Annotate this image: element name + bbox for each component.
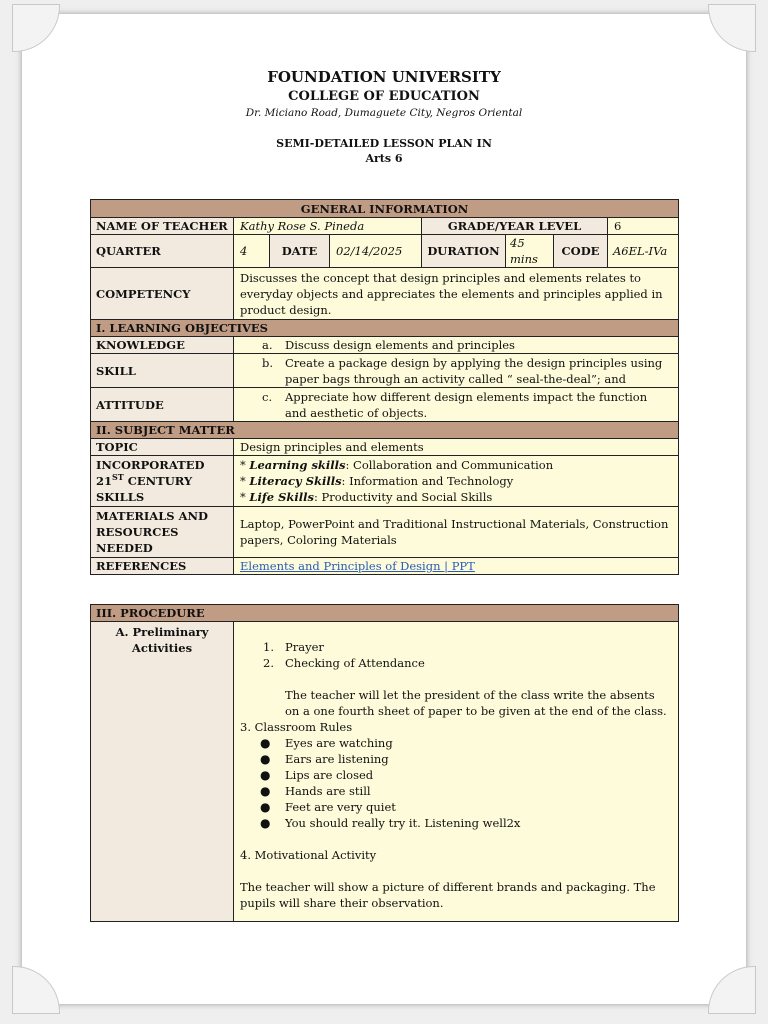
rule-text: Ears are listening [285, 752, 389, 766]
objective-marker: a. [262, 338, 273, 352]
code-value: A6EL-IVa [608, 235, 679, 268]
learning-objectives-header: I. LEARNING OBJECTIVES [91, 320, 679, 337]
materials-label: MATERIALS AND RESOURCES NEEDED [91, 507, 234, 558]
bullet-icon: ● [260, 768, 271, 782]
numbered-item [240, 655, 672, 671]
numbered-item [240, 639, 672, 655]
knowledge-label: KNOWLEDGE [91, 337, 234, 354]
quarter-value: 4 [234, 235, 270, 268]
college-address: Dr. Miciano Road, Dumaguete City, Negros Oriental [245, 107, 523, 119]
objective-text: Create a package design by applying the design principles using paper bags through an activity called “ seal-the-deal”; and [285, 355, 663, 386]
plan-title: SEMI-DETAILED LESSON PLAN IN [276, 137, 492, 150]
rule-text: Feet are very quiet [285, 800, 396, 814]
preliminary-activities-content [234, 622, 679, 922]
skill-detail: : Productivity and Social Skills [313, 490, 493, 504]
bullet-icon: ● [260, 752, 271, 766]
university-name: FOUNDATION UNIVERSITY [267, 68, 501, 86]
century-skills-label-line [96, 473, 228, 489]
motivational-activity-title: 4. Motivational Activity [240, 848, 377, 862]
subject-matter-header: II. SUBJECT MATTER [91, 422, 679, 439]
bullet-icon: ● [260, 816, 271, 830]
skill-label: SKILL [91, 354, 234, 388]
skill-prefix: * [240, 490, 250, 504]
references-label: REFERENCES [91, 558, 234, 575]
rule-text: You should really try it. Listening well2x [285, 816, 521, 830]
skill-name: Literacy Skills [249, 474, 342, 488]
skill-item [240, 473, 672, 489]
skill-item [240, 457, 672, 473]
bullet-icon: ● [260, 736, 271, 750]
objective-text: Discuss design elements and principles [285, 338, 515, 352]
skill-prefix: * [240, 458, 250, 472]
topic-label: TOPIC [91, 439, 234, 456]
rule-item [240, 735, 672, 751]
skill-name: Learning skills [249, 458, 346, 472]
objective-item [240, 355, 672, 387]
date-label: DATE [270, 235, 330, 268]
quarter-label: QUARTER [91, 235, 234, 268]
rule-item [240, 783, 672, 799]
attitude-label: ATTITUDE [91, 388, 234, 422]
motivational-activity-text: The teacher will show a picture of different brands and packaging. The pupils will share their observation. [240, 880, 656, 910]
date-value: 02/14/2025 [330, 235, 422, 268]
objective-text: Appreciate how different design elements impact the function and aesthetic of objects. [285, 389, 648, 420]
page-curl-bottom-right [708, 966, 756, 1014]
topic-value: Design principles and elements [234, 439, 679, 456]
skill-detail: : Information and Technology [341, 474, 514, 488]
skill-detail: : Collaboration and Communication [345, 458, 554, 472]
college-name: COLLEGE OF EDUCATION [288, 89, 480, 104]
skill-name: Life Skills [249, 490, 314, 504]
rule-text: Eyes are watching [285, 736, 393, 750]
rule-item [240, 815, 672, 831]
numbered-text: Prayer [285, 640, 324, 654]
objective-item [240, 389, 672, 421]
skill-prefix: * [240, 474, 250, 488]
century-skills-label-line: SKILLS [96, 490, 145, 504]
duration-label: DURATION [422, 235, 506, 268]
page-curl-top-left [12, 4, 60, 52]
rule-item [240, 767, 672, 783]
classroom-rules-title: 3. Classroom Rules [240, 720, 353, 734]
rule-item [240, 799, 672, 815]
grade-label: GRADE/YEAR LEVEL [422, 218, 608, 235]
materials-value: Laptop, PowerPoint and Traditional Instructional Materials, Construction papers, Coloring Materials [234, 507, 679, 558]
duration-value: 45 mins [506, 235, 554, 268]
rule-text: Hands are still [285, 784, 371, 798]
page-curl-bottom-left [12, 966, 60, 1014]
preliminary-activities-label: A. Preliminary Activities [91, 622, 234, 922]
rule-text: Lips are closed [285, 768, 374, 782]
objective-item [240, 337, 672, 353]
teacher-label: NAME OF TEACHER [91, 218, 234, 235]
competency-label: COMPETENCY [91, 268, 234, 320]
numbered-marker: 2. [263, 656, 274, 670]
numbered-text: Checking of Attendance [285, 656, 425, 670]
grade-value: 6 [608, 218, 679, 235]
century-word: CENTURY [123, 474, 193, 488]
century-skills-label [91, 456, 234, 507]
objective-marker: c. [262, 389, 273, 404]
century-ordinal: ST [112, 472, 124, 483]
century-skills-list [234, 456, 679, 507]
bullet-icon: ● [260, 800, 271, 814]
skill-item [240, 489, 672, 505]
plan-subject: Arts 6 [365, 152, 403, 165]
bullet-icon: ● [260, 784, 271, 798]
general-information-table [90, 199, 679, 575]
references-link[interactable]: Elements and Principles of Design | PPT [240, 559, 475, 573]
century-skills-label-line: INCORPORATED [96, 458, 205, 472]
attendance-note: The teacher will let the president of the class write the absents on a one fourth sheet of paper to be given at the end of the class. [285, 688, 667, 718]
code-label: CODE [554, 235, 608, 268]
procedure-header: III. PROCEDURE [91, 605, 679, 622]
teacher-value: Kathy Rose S. Pineda [234, 218, 422, 235]
page-curl-top-right [708, 4, 756, 52]
general-information-header: GENERAL INFORMATION [91, 200, 679, 218]
objective-marker: b. [262, 355, 274, 370]
century-number: 21 [96, 474, 113, 488]
procedure-table [90, 604, 679, 922]
competency-value: Discusses the concept that design principles and elements relates to everyday objects and appreciates the elements and principles applied in product design. [234, 268, 679, 320]
rule-item [240, 751, 672, 767]
numbered-marker: 1. [263, 640, 274, 654]
